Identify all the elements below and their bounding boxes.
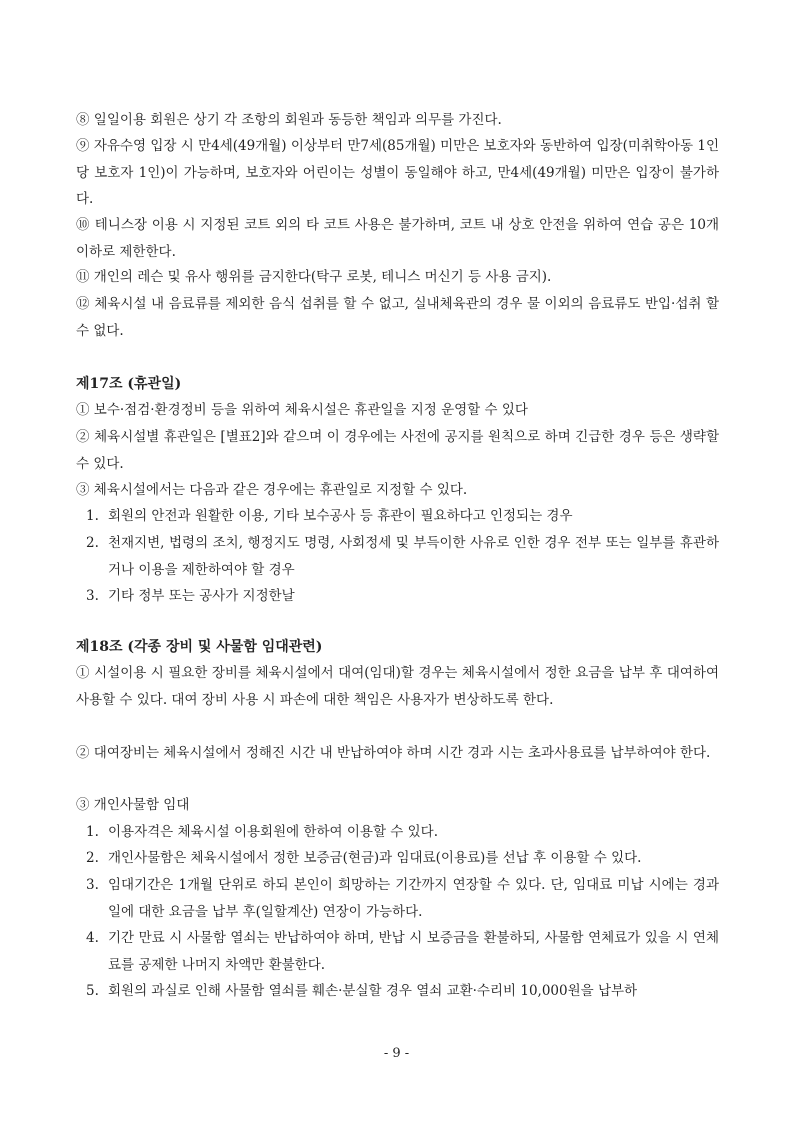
item-text: 임대기간은 1개월 단위로 하되 본인이 희망하는 기간까지 연장할 수 있다. 단, 임대료 미납 시에는 경과 일에 대한 요금을 납부 후(일할계산) 연장이 가능하다.: [108, 877, 719, 920]
clause-10: ⑩ 테니스장 이용 시 지정된 코트 외의 타 코트 사용은 불가하며, 코트 내 상호 안전을 위하여 연습 공은 10개 이하로 제한한다.: [76, 217, 719, 260]
article-17-clause-1: ① 보수·점검·환경정비 등을 위하여 체육시설은 휴관일을 지정 운영할 수 있다: [76, 402, 528, 418]
page-number: - 9 -: [383, 1046, 410, 1061]
article-18-clause-1: ① 시설이용 시 필요한 장비를 체육시설에서 대여(임대)할 경우는 체육시설에서 정한 요금을 납부 후 대여하여 사용할 수 있다. 대여 장비 사용 시 파손에 대한 책임은 사용자가 변상하도록 한다.: [76, 665, 719, 708]
item-number: 1.: [86, 508, 99, 524]
article-17-item: [86, 530, 719, 583]
clause-11: ⑪ 개인의 레슨 및 유사 행위를 금지한다(탁구 로봇, 테니스 머신기 등 사용 금지).: [76, 269, 552, 285]
item-text: 회원의 안전과 원활한 이용, 기타 보수공사 등 휴관이 필요하다고 인정되는 경우: [108, 508, 573, 524]
clause-12: ⑫ 체육시설 내 음료류를 제외한 음식 섭취를 할 수 없고, 실내체육관의 경우 물 이외의 음료류도 반입·섭취 할 수 없다.: [76, 296, 719, 339]
article-17-item: [86, 503, 719, 530]
article-18-item: [86, 845, 719, 872]
item-number: 2.: [86, 535, 99, 551]
item-text: 회원의 과실로 인해 사물함 열쇠를 훼손·분실할 경우 열쇠 교환·수리비 10,000원을 납부하: [108, 983, 638, 999]
item-text: 개인사물함은 체육시설에서 정한 보증금(현금)과 임대료(이용료)를 선납 후 이용할 수 있다.: [108, 850, 642, 866]
article-17-title: 제17조 (휴관일): [76, 376, 182, 392]
item-text: 기타 정부 또는 공사가 지정한날: [108, 588, 295, 604]
article-18-item: [86, 978, 719, 1005]
item-number: 4.: [86, 930, 99, 946]
article-18-item: [86, 925, 719, 978]
article-18-clause-2: ② 대여장비는 체육시설에서 정해진 시간 내 반납하여야 하며 시간 경과 시는 초과사용료를 납부하여야 한다.: [76, 745, 711, 761]
item-number: 1.: [86, 824, 99, 840]
article-17-item: [86, 583, 719, 610]
item-text: 이용자격은 체육시설 이용회원에 한하여 이용할 수 있다.: [108, 824, 438, 840]
item-number: 3.: [86, 588, 99, 604]
item-text: 천재지변, 법령의 조치, 행정지도 명령, 사회정세 및 부득이한 사유로 인한 경우 전부 또는 일부를 휴관하거나 이용을 제한하여야 할 경우: [108, 535, 719, 578]
article-18-item: [86, 819, 719, 846]
article-18-title: 제18조 (각종 장비 및 사물함 임대관련): [76, 639, 323, 655]
article-17-clause-3: ③ 체육시설에서는 다음과 같은 경우에는 휴관일로 지정할 수 있다.: [76, 482, 468, 498]
clause-9: ⑨ 자유수영 입장 시 만4세(49개월) 이상부터 만7세(85개월) 미만은 보호자와 동반하여 입장(미취학아동 1인 당 보호자 1인)이 가능하며, 보호자와 어린이는 성별이 동일해야 하고, 만4세(49개월) 미만은 입장이 불가하다.: [76, 138, 719, 207]
article-18-clause-3: ③ 개인사물함 임대: [76, 797, 190, 813]
item-text: 기간 만료 시 사물함 열쇠는 반납하여야 하며, 반납 시 보증금을 환불하되, 사물함 연체료가 있을 시 연체료를 공제한 나머지 차액만 환불한다.: [108, 930, 719, 973]
item-number: 5.: [86, 983, 99, 999]
clause-8: ⑧ 일일이용 회원은 상기 각 조항의 회원과 동등한 책임과 의무를 가진다.: [76, 112, 502, 128]
item-number: 3.: [86, 877, 99, 893]
article-17-clause-2: ② 체육시설별 휴관일은 [별표2]와 같으며 이 경우에는 사전에 공지를 원칙으로 하며 긴급한 경우 등은 생략할 수 있다.: [76, 429, 719, 472]
item-number: 2.: [86, 850, 99, 866]
article-18-item: [86, 872, 719, 925]
